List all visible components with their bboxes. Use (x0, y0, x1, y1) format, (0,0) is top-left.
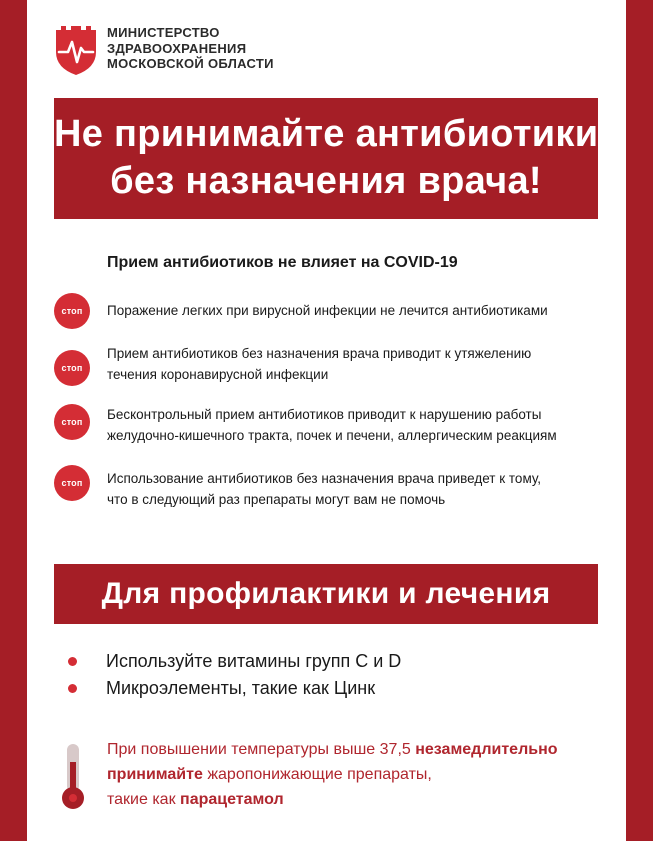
headline-line: без назначения врача! (110, 160, 542, 202)
bullet-text: Микроэлементы, такие как Цинк (106, 678, 376, 698)
stop-item-line: что в следующий раз препараты могут вам не помочь (107, 492, 446, 507)
temperature-text-bold: парацетамол (180, 791, 284, 808)
stop-item-text (107, 404, 557, 446)
bullet-text: Используйте витамины групп С и D (106, 651, 402, 671)
temperature-advice (107, 737, 558, 812)
stop-badge: стоп (54, 350, 90, 386)
coat-of-arms-icon (54, 22, 98, 76)
stop-item-line: Прием антибиотиков без назначения врача приводит к утяжелению (107, 346, 532, 361)
stop-item-text (107, 300, 548, 321)
left-border-stripe (0, 0, 27, 841)
section-subheading: Прием антибиотиков не влияет на COVID-19 (107, 254, 458, 271)
stop-badge: стоп (54, 404, 90, 440)
temperature-text-regular: жаропонижающие препараты, (202, 766, 432, 783)
right-border-stripe (626, 0, 653, 841)
headline-line: Не принимайте антибиотики (54, 113, 599, 155)
stop-badge: стоп (54, 465, 90, 501)
stop-item-text (107, 343, 531, 385)
stop-item-line: Использование антибиотиков без назначения врача приведет к тому, (107, 471, 542, 486)
stop-item-line: Поражение легких при вирусной инфекции не лечится антибиотиками (107, 303, 548, 318)
bullet-dot-icon (68, 684, 77, 693)
temperature-line (107, 787, 558, 812)
temperature-text-bold: незамедлительно (415, 741, 558, 758)
bullet-list-item (68, 677, 568, 699)
stop-item-text (107, 468, 541, 510)
prevention-banner: Для профилактики и лечения (54, 564, 598, 624)
stop-item-line: желудочно-кишечного тракта, почек и печени, аллергическим реакциям (107, 428, 557, 443)
ministry-line: МИНИСТЕРСТВО (107, 25, 220, 40)
main-headline-banner (54, 98, 598, 219)
thermometer-icon (58, 742, 88, 812)
temperature-text-regular: При повышении температуры выше 37,5 (107, 741, 416, 758)
temperature-line (107, 737, 558, 762)
stop-badge: стоп (54, 293, 90, 329)
bullet-list-item (68, 650, 568, 672)
ministry-name (107, 25, 274, 72)
stop-item-line: Бесконтрольный прием антибиотиков приводит к нарушению работы (107, 407, 542, 422)
temperature-text-bold: принимайте (107, 766, 203, 783)
ministry-line: ЗДРАВООХРАНЕНИЯ (107, 40, 247, 56)
temperature-text-regular: такие как (107, 791, 181, 808)
ministry-line: МОСКОВСКОЙ ОБЛАСТИ (107, 56, 274, 71)
stop-item-line: течения коронавирусной инфекции (107, 367, 329, 382)
bullet-dot-icon (68, 657, 77, 666)
temperature-line (107, 762, 558, 787)
